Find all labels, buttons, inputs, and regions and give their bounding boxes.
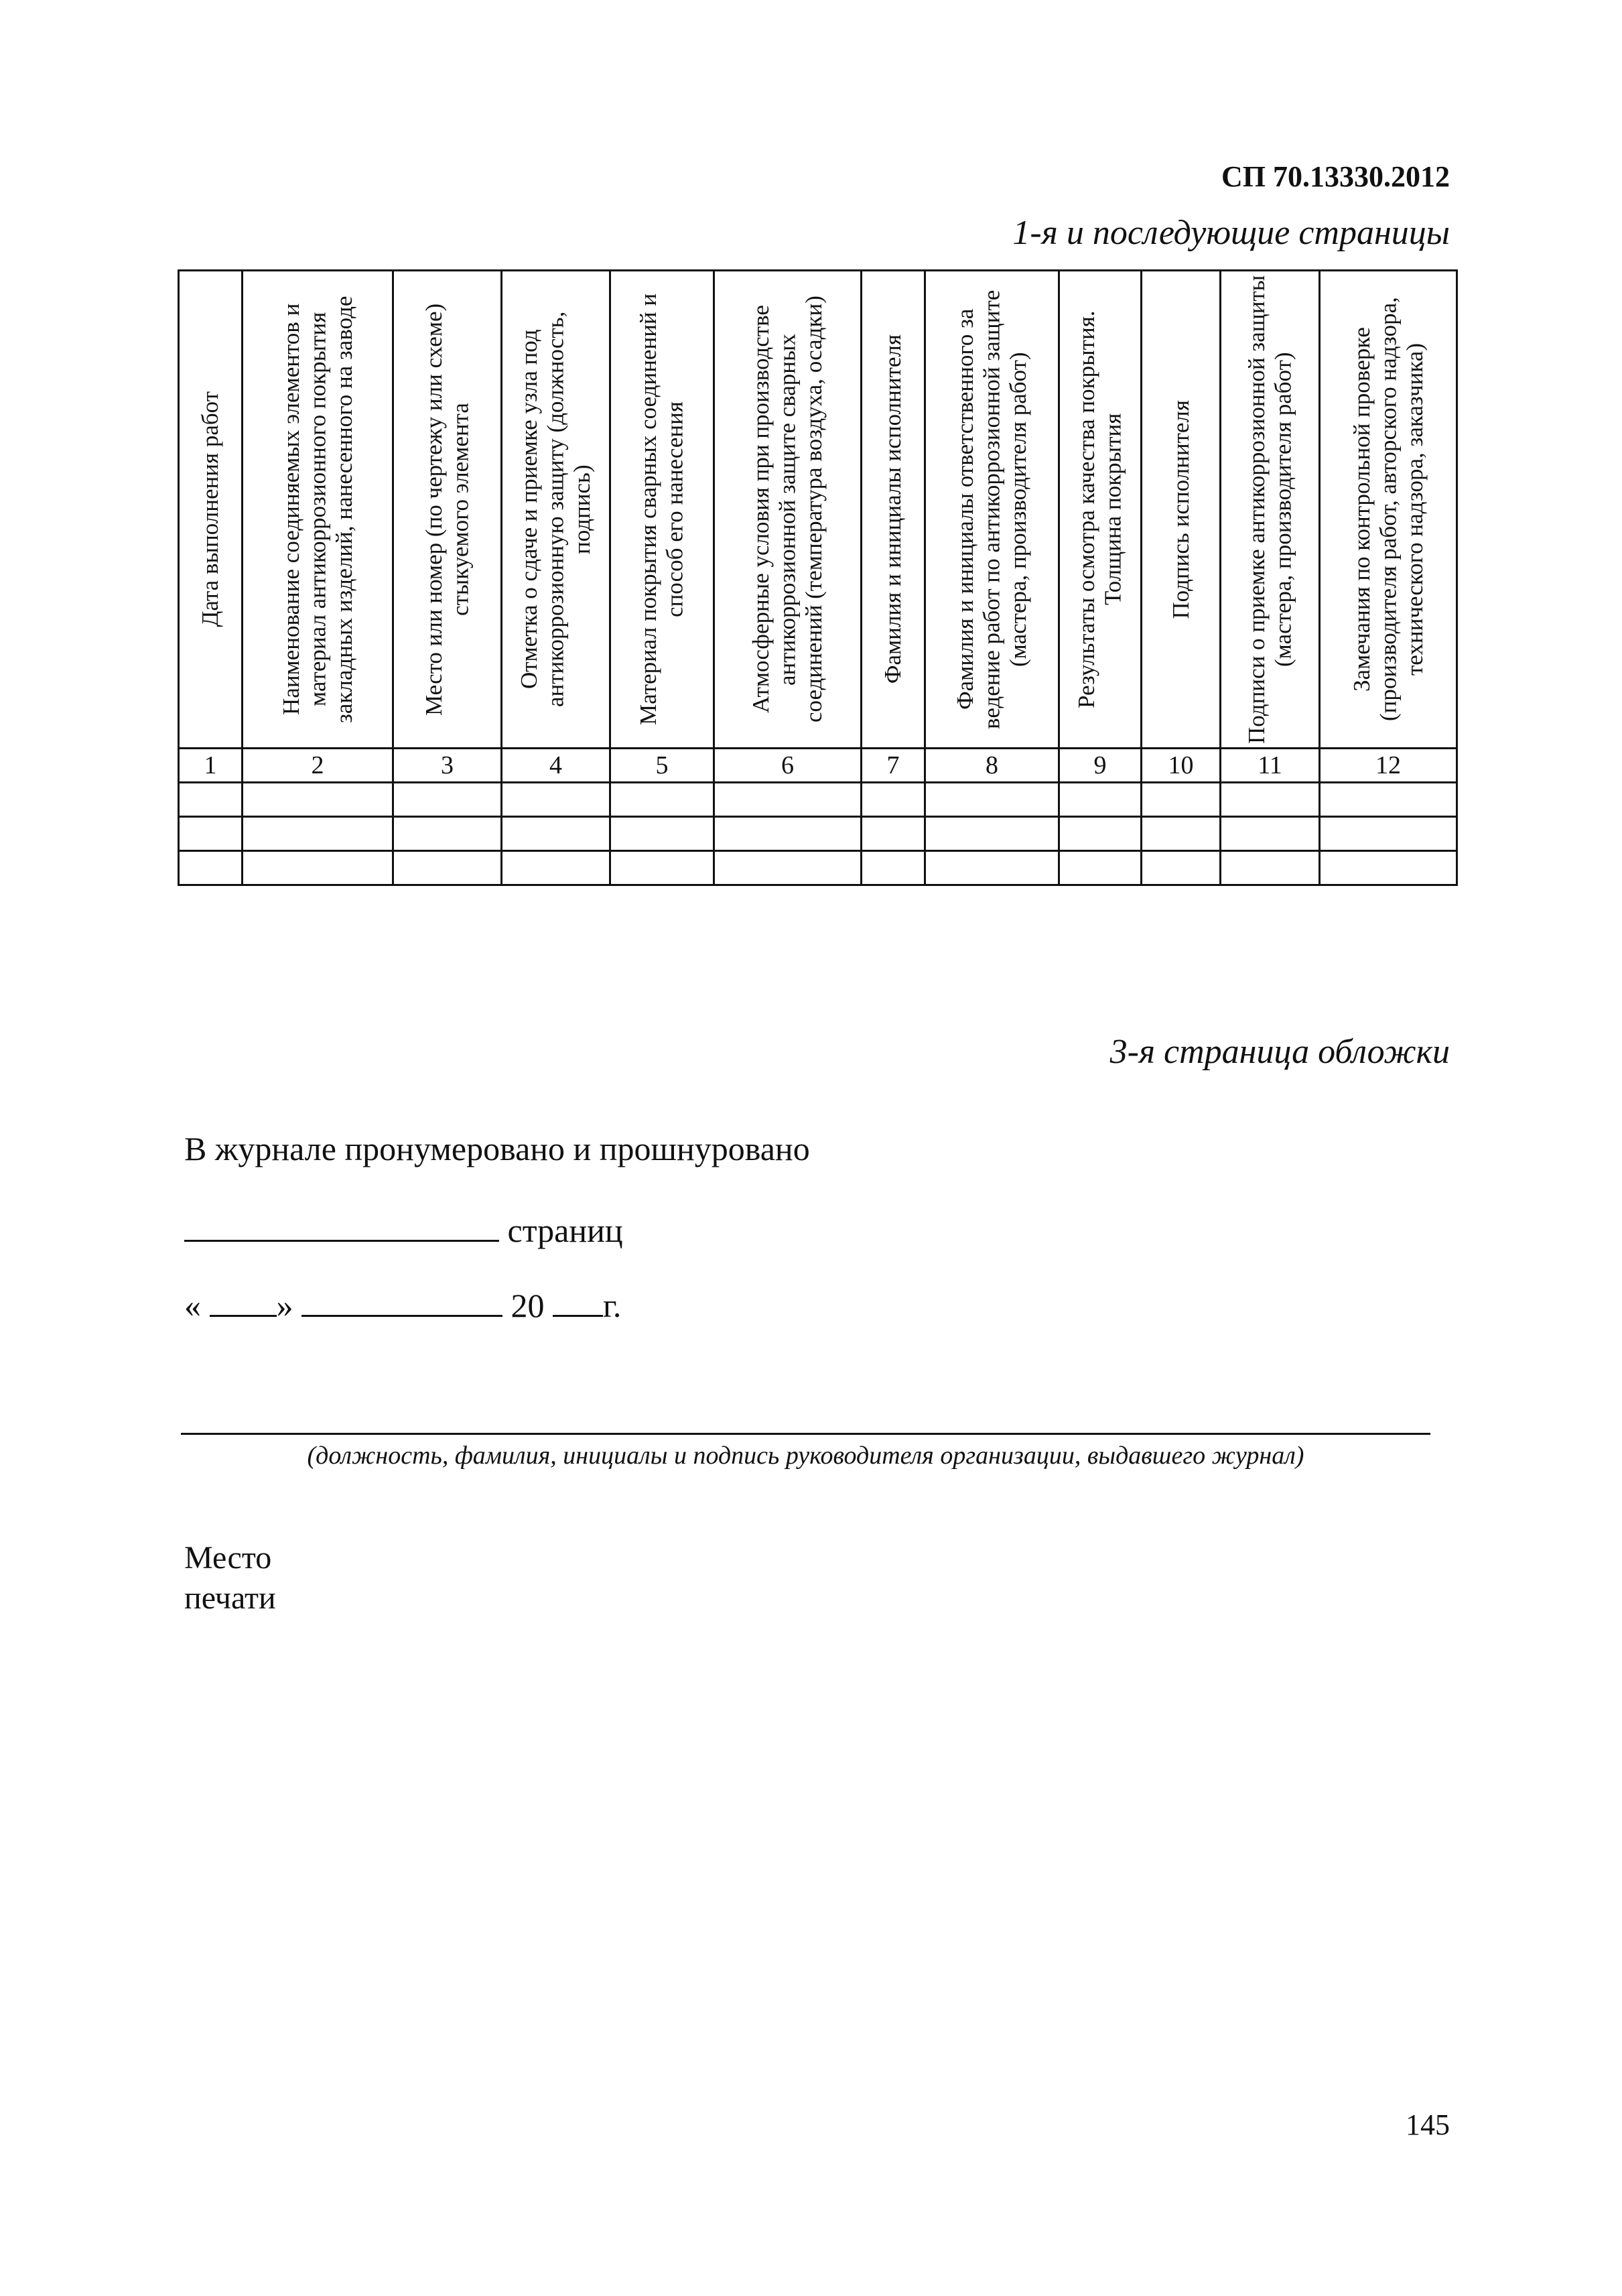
numbered-statement: В журнале пронумеровано и прошнуровано: [184, 1130, 810, 1167]
table-cell[interactable]: [179, 851, 243, 885]
day-field[interactable]: [210, 1281, 277, 1317]
column-header: Атмосферные условия при производстве антикоррозионной защите сварных соединений (температура воздуха, осадки): [714, 271, 862, 749]
table-cell[interactable]: [243, 783, 393, 817]
table-cell[interactable]: [1142, 783, 1221, 817]
table-cell[interactable]: [1059, 851, 1142, 885]
pages-word: страниц: [507, 1212, 623, 1249]
column-number: 12: [1320, 749, 1457, 783]
pages-count-field[interactable]: [184, 1206, 499, 1242]
table-cell[interactable]: [610, 817, 714, 851]
table-cell[interactable]: [714, 817, 862, 851]
table-cell[interactable]: [610, 851, 714, 885]
cover-page-title: 3-я страница обложки: [1109, 1033, 1450, 1071]
table-cell[interactable]: [862, 783, 925, 817]
year-field[interactable]: [553, 1281, 603, 1317]
table-cell[interactable]: [1221, 783, 1320, 817]
table-cell[interactable]: [1059, 817, 1142, 851]
table-cell[interactable]: [243, 817, 393, 851]
page-caption: 1-я и последующие страницы: [1012, 214, 1450, 252]
column-header: Замечания по контрольной проверке (производителя работ, авторского надзора, технического надзора, заказчика): [1320, 271, 1457, 749]
table-cell[interactable]: [1320, 817, 1457, 851]
table-cell[interactable]: [925, 817, 1059, 851]
column-number: 9: [1059, 749, 1142, 783]
table-cell[interactable]: [393, 783, 502, 817]
table-cell[interactable]: [243, 851, 393, 885]
column-header: Подписи о приемке антикоррозионной защиты (мастера, производителя работ): [1221, 271, 1320, 749]
table-cell[interactable]: [1221, 851, 1320, 885]
table-row: [179, 817, 1457, 851]
month-field[interactable]: [301, 1281, 502, 1317]
column-header: Фамилия и инициалы ответственного за ведение работ по антикоррозионной защите (мастера, производителя работ): [925, 271, 1059, 749]
table-cell[interactable]: [1142, 851, 1221, 885]
column-header: Наименование соединяемых элементов и материал антикоррозионного покрытия закладных изделий, нанесенного на заводе: [243, 271, 393, 749]
journal-table: [178, 269, 1458, 886]
table-cell[interactable]: [862, 817, 925, 851]
table-cell[interactable]: [610, 783, 714, 817]
table-cell[interactable]: [714, 783, 862, 817]
column-number: 3: [393, 749, 502, 783]
column-header: Результаты осмотра качества покрытия. Толщина покрытия: [1059, 271, 1142, 749]
signature-caption: (должность, фамилия, инициалы и подпись руководителя организации, выдавшего журнал): [307, 1442, 1304, 1470]
table-cell[interactable]: [393, 817, 502, 851]
table-row: [179, 851, 1457, 885]
column-header: Дата выполнения работ: [179, 271, 243, 749]
table-cell[interactable]: [393, 851, 502, 885]
column-number-row: [179, 749, 1457, 783]
table-cell[interactable]: [862, 851, 925, 885]
table-cell[interactable]: [1320, 783, 1457, 817]
year-prefix: 20: [511, 1287, 545, 1324]
quote-open: «: [184, 1287, 201, 1324]
signature-line[interactable]: [181, 1433, 1430, 1435]
table-cell[interactable]: [1221, 817, 1320, 851]
table-cell[interactable]: [925, 783, 1059, 817]
document-code: СП 70.13330.2012: [1221, 160, 1450, 193]
column-number: 11: [1221, 749, 1320, 783]
quote-close: »: [276, 1287, 293, 1324]
stamp-label-line1: Место: [184, 1540, 272, 1576]
stamp-place: [184, 1538, 276, 1618]
column-number: 5: [610, 749, 714, 783]
table-cell[interactable]: [502, 851, 610, 885]
table-cell[interactable]: [714, 851, 862, 885]
column-number: 2: [243, 749, 393, 783]
column-number: 8: [925, 749, 1059, 783]
table-row: [179, 783, 1457, 817]
column-header: Подпись исполнителя: [1142, 271, 1221, 749]
table-cell[interactable]: [502, 817, 610, 851]
table-cell[interactable]: [179, 817, 243, 851]
column-header: Материал покрытия сварных соединений и способ его нанесения: [610, 271, 714, 749]
column-number: 10: [1142, 749, 1221, 783]
year-suffix: г.: [603, 1287, 622, 1324]
page-number: 145: [1406, 2108, 1450, 2141]
table-cell[interactable]: [1320, 851, 1457, 885]
column-number: 7: [862, 749, 925, 783]
table-cell[interactable]: [502, 783, 610, 817]
table-cell[interactable]: [1142, 817, 1221, 851]
column-header: Отметка о сдаче и приемке узла под антикоррозионную защиту (должность, подпись): [502, 271, 610, 749]
column-header: Место или номер (по чертежу или схеме) стыкуемого элемента: [393, 271, 502, 749]
pages-count-line: [184, 1206, 623, 1250]
date-line: [184, 1281, 621, 1325]
table-cell[interactable]: [925, 851, 1059, 885]
header-row: [179, 271, 1457, 749]
table-cell[interactable]: [1059, 783, 1142, 817]
column-number: 6: [714, 749, 862, 783]
column-header: Фамилия и инициалы исполнителя: [862, 271, 925, 749]
column-number: 4: [502, 749, 610, 783]
column-number: 1: [179, 749, 243, 783]
table-cell[interactable]: [179, 783, 243, 817]
stamp-label-line2: печати: [184, 1580, 276, 1616]
